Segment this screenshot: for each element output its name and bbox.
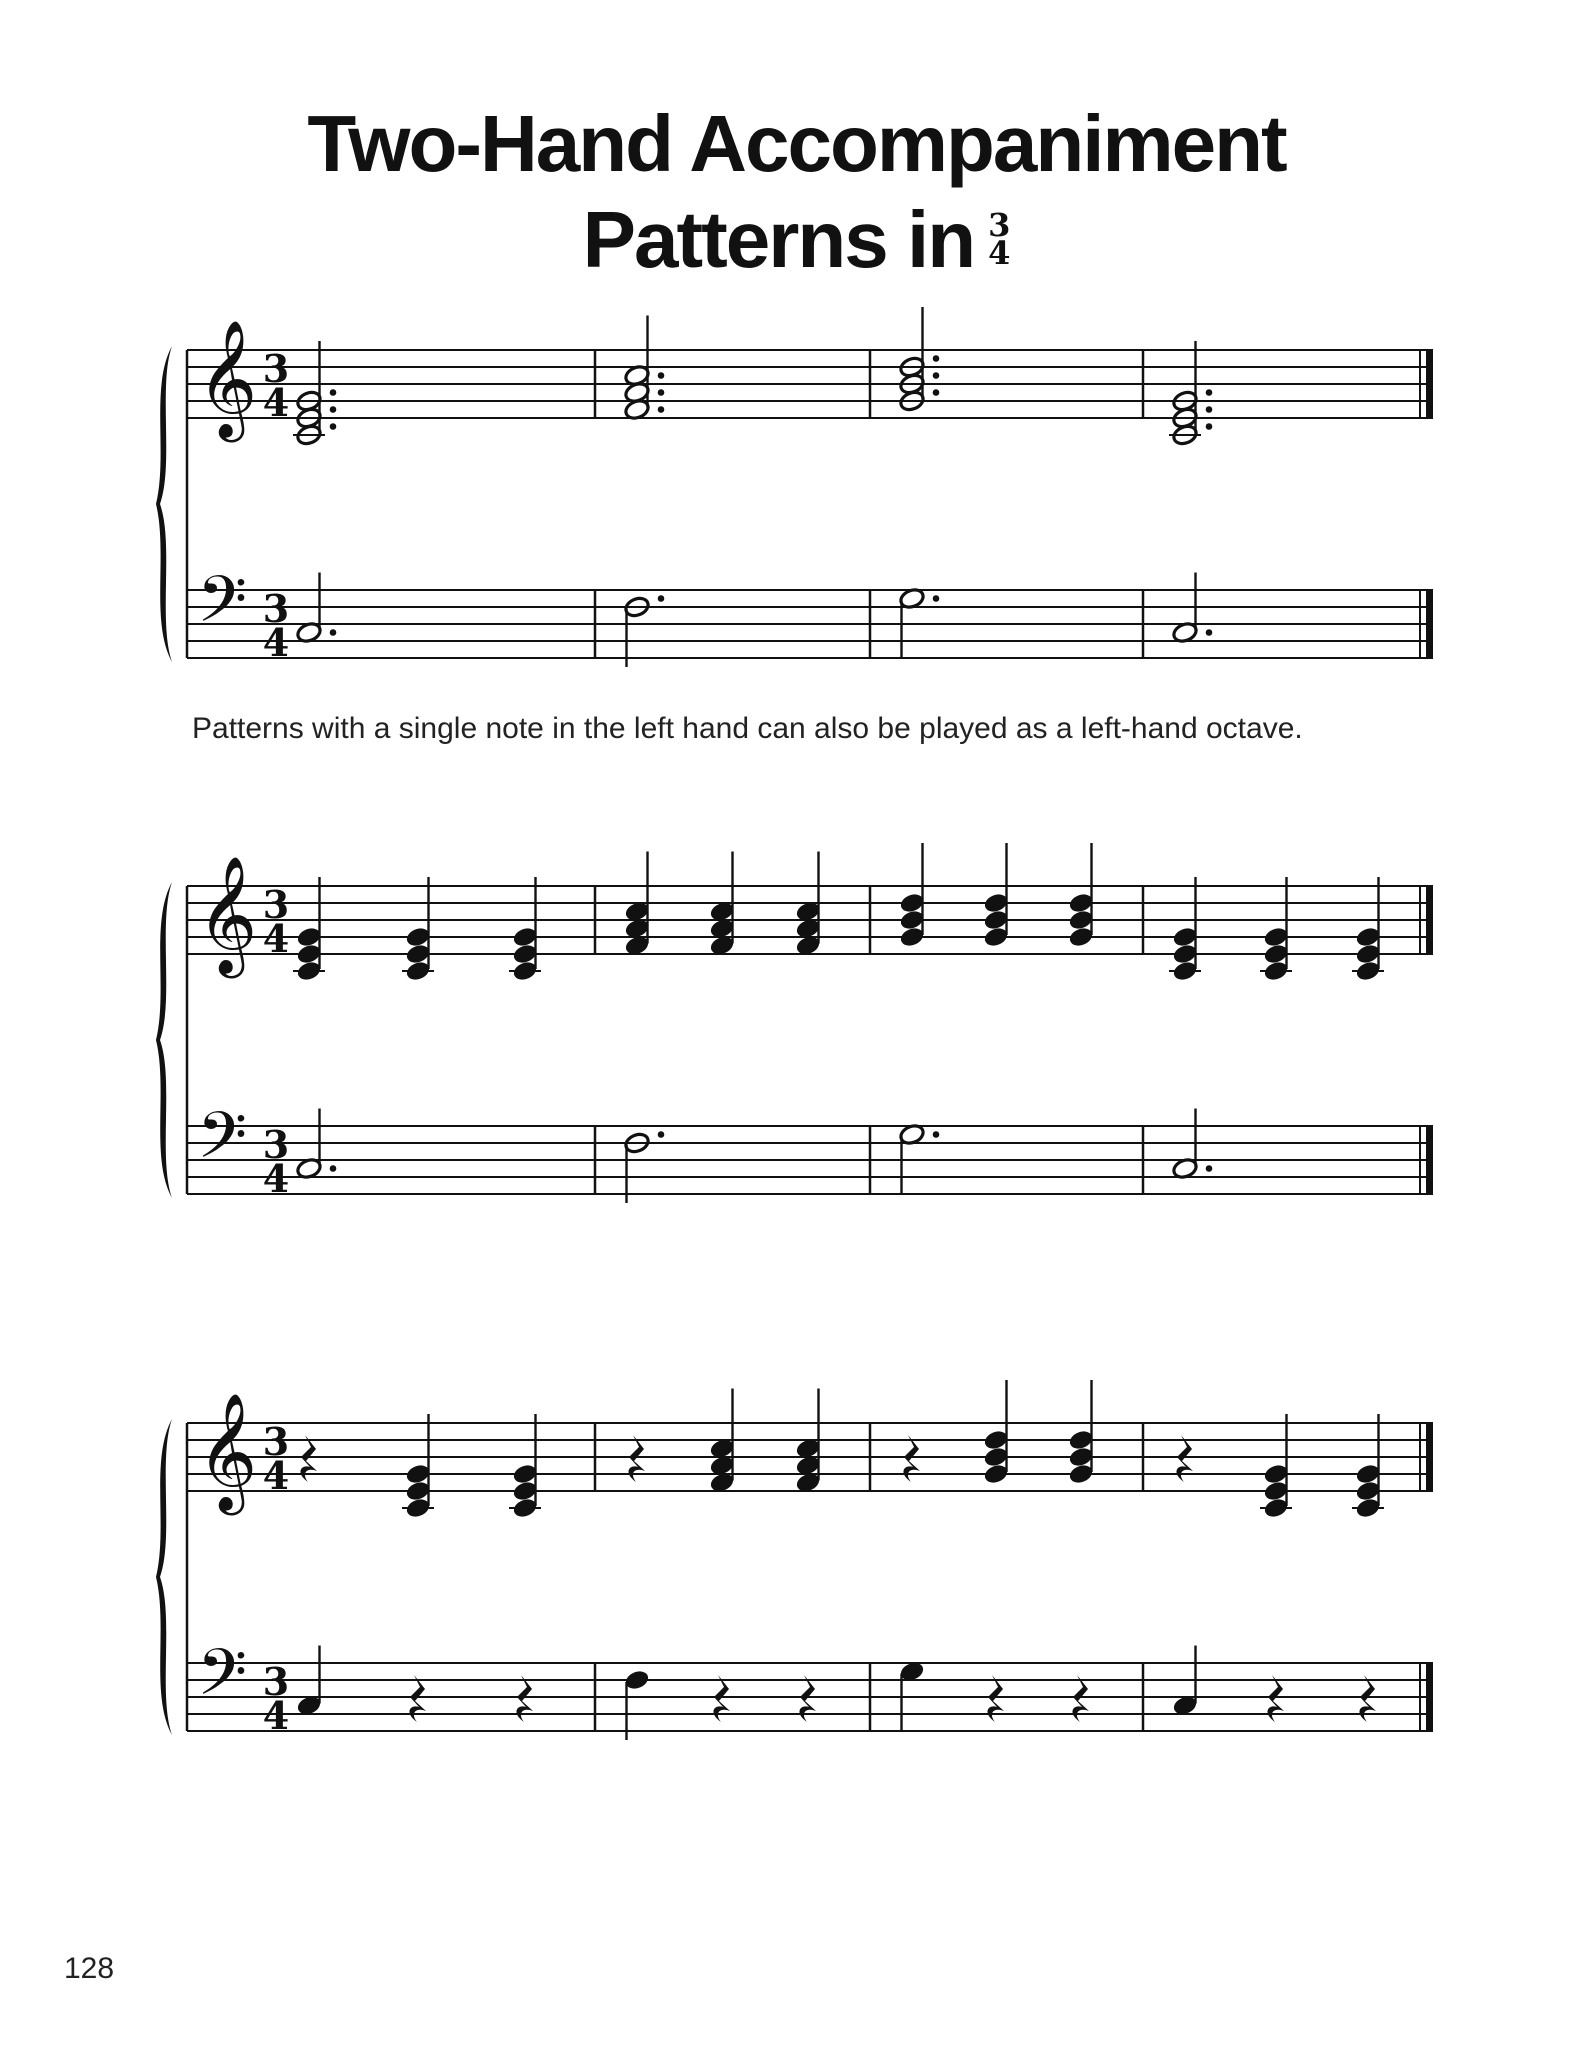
augmentation-dot (658, 595, 665, 602)
final-barline-thick (1426, 1125, 1433, 1195)
title-time-signature-unit: 4 (988, 234, 1011, 273)
augmentation-dot (330, 406, 337, 413)
bass-time-signature-unit: 4 (262, 1156, 290, 1201)
final-barline-thick (1426, 1422, 1433, 1492)
brace-icon (156, 1419, 172, 1735)
augmentation-dot (933, 389, 940, 396)
treble-time-signature-beats: 3 (262, 882, 290, 927)
augmentation-dot (933, 1131, 940, 1138)
bass-time-signature-beats: 3 (262, 586, 290, 631)
treble-time-signature-unit: 4 (262, 916, 290, 961)
music-system-3 (0, 1383, 1593, 1753)
augmentation-dot (1206, 423, 1213, 430)
augmentation-dot (1206, 389, 1213, 396)
bass-time-signature-beats: 3 (262, 1122, 290, 1167)
bass-clef-icon: 𝄢 (197, 1636, 248, 1726)
augmentation-dot (1206, 629, 1213, 636)
treble-time-signature-unit: 4 (262, 1453, 290, 1498)
bass-clef-icon: 𝄢 (197, 563, 248, 653)
bass-time-signature-unit: 4 (262, 1693, 290, 1738)
final-barline-thick (1426, 1662, 1433, 1732)
treble-time-signature-beats: 3 (262, 1419, 290, 1464)
title-line-2-text: Patterns in (582, 195, 975, 284)
music-system-2 (0, 846, 1593, 1216)
augmentation-dot (658, 372, 665, 379)
treble-clef-icon: 𝄞 (197, 855, 258, 974)
final-barline-thick (1426, 589, 1433, 659)
augmentation-dot (933, 372, 940, 379)
augmentation-dot (330, 389, 337, 396)
music-system-1 (0, 310, 1593, 680)
augmentation-dot (330, 423, 337, 430)
final-barline-thick (1426, 885, 1433, 955)
treble-clef-icon: 𝄞 (197, 1392, 258, 1511)
augmentation-dot (933, 595, 940, 602)
treble-time-signature-unit: 4 (262, 380, 290, 425)
final-barline-thick (1426, 349, 1433, 419)
caption-text: Patterns with a single note in the left hand can also be played as a left-hand octave. (192, 712, 1303, 745)
augmentation-dot (330, 629, 337, 636)
title-time-signature-beats: 3 (988, 206, 1011, 245)
augmentation-dot (658, 1131, 665, 1138)
title-line-1: Two-Hand Accompaniment (307, 99, 1286, 188)
bass-clef-icon: 𝄢 (197, 1099, 248, 1189)
augmentation-dot (1206, 1165, 1213, 1172)
title-time-signature (988, 206, 1011, 273)
augmentation-dot (330, 1165, 337, 1172)
augmentation-dot (1206, 406, 1213, 413)
augmentation-dot (658, 389, 665, 396)
augmentation-dot (658, 406, 665, 413)
treble-clef-icon: 𝄞 (197, 319, 258, 438)
brace-icon (156, 882, 172, 1198)
augmentation-dot (933, 355, 940, 362)
treble-time-signature-beats: 3 (262, 346, 290, 391)
bass-time-signature-unit: 4 (262, 620, 290, 665)
bass-time-signature-beats: 3 (262, 1659, 290, 1704)
brace-icon (156, 346, 172, 662)
title-line-2 (0, 195, 1593, 284)
page-number: 128 (64, 1952, 115, 1985)
